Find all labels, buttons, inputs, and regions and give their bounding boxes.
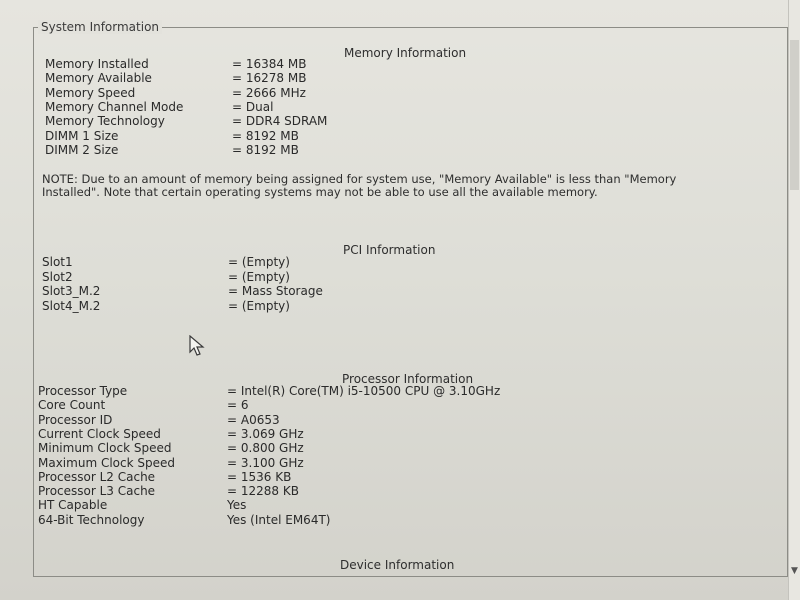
processor-info-row [38,513,638,527]
memory-info-row [45,86,645,100]
memory-info-value: = 8192 MB [232,142,299,157]
memory-info-label: Memory Technology [45,114,165,129]
pci-info-row [42,270,642,284]
processor-info-value: = 1536 KB [227,469,292,484]
memory-info-value: = 2666 MHz [232,85,306,100]
processor-info-row [38,398,638,412]
groupbox-title: System Information [38,20,162,34]
memory-info-label: Memory Channel Mode [45,99,184,114]
scroll-down-arrow-icon[interactable]: ▼ [791,566,798,576]
processor-info-value: = A0653 [227,412,280,427]
pci-info-value: = (Empty) [228,269,290,284]
device-information-title: Device Information [340,558,455,572]
memory-info-value: = Dual [232,99,274,114]
memory-info-row [45,100,645,114]
processor-info-label: Processor Type [38,384,128,398]
processor-info-label: Maximum Clock Speed [38,455,175,470]
memory-info-row [45,114,645,128]
memory-note: NOTE: Due to an amount of memory being assigned for system use, "Memory Available" is less than "Memory Installed". Note that certain operating systems may not be able to use all the available memory. [42,172,677,199]
memory-info-value: = DDR4 SDRAM [232,114,328,129]
pci-info-label: Slot3_M.2 [42,284,101,298]
processor-info-label: Current Clock Speed [38,426,161,441]
processor-info-value: = 3.069 GHz [227,426,304,441]
memory-info-row [45,57,645,71]
pci-info-row [42,299,642,313]
processor-info-value: = 0.800 GHz [227,441,304,456]
processor-info-row [38,456,638,470]
processor-info-label: HT Capable [38,498,108,513]
processor-info-row [38,427,638,441]
pci-info-value: = (Empty) [228,298,290,313]
memory-info-value: = 16278 MB [232,71,307,86]
memory-info-value: = 8192 MB [232,128,299,143]
processor-info-label: Processor L2 Cache [38,469,156,484]
memory-info-row [45,71,645,85]
processor-info-label: Processor ID [38,412,113,427]
pci-info-value: = (Empty) [228,255,290,269]
processor-info-row [38,441,638,455]
memory-info-label: Memory Installed [45,57,149,71]
processor-info-label: Minimum Clock Speed [38,441,172,456]
processor-info-value: = 3.100 GHz [227,455,304,470]
processor-info-value: Yes [227,498,247,513]
processor-info-row [38,384,638,398]
processor-info-value: = Intel(R) Core(TM) i5-10500 CPU @ 3.10GHz [227,384,501,398]
pci-info-label: Slot2 [42,269,73,284]
pci-info-label: Slot1 [42,255,73,269]
processor-info-label: Processor L3 Cache [38,484,156,499]
processor-info-label: 64-Bit Technology [38,512,145,527]
processor-info-row [38,484,638,498]
pci-info-row [42,284,642,298]
mouse-pointer-icon [189,335,205,357]
pci-info-label: Slot4_M.2 [42,298,101,313]
processor-info-row [38,413,638,427]
memory-info-label: Memory Speed [45,85,136,100]
pci-information-title: PCI Information [343,243,436,257]
processor-info-value: = 6 [227,398,249,413]
processor-info-value: = 12288 KB [227,484,299,499]
processor-information-title: Processor Information [342,372,474,386]
processor-info-label: Core Count [38,398,106,413]
memory-info-row [45,143,645,157]
memory-info-value: = 16384 MB [232,57,307,71]
memory-information-title: Memory Information [344,46,467,60]
pci-info-row [42,255,642,269]
memory-info-label: DIMM 2 Size [45,142,119,157]
memory-info-label: Memory Available [45,71,152,86]
memory-info-label: DIMM 1 Size [45,128,119,143]
processor-info-row [38,498,638,512]
pci-info-value: = Mass Storage [228,284,323,298]
processor-info-value: Yes (Intel EM64T) [227,512,331,527]
memory-info-row [45,129,645,143]
processor-info-row [38,470,638,484]
